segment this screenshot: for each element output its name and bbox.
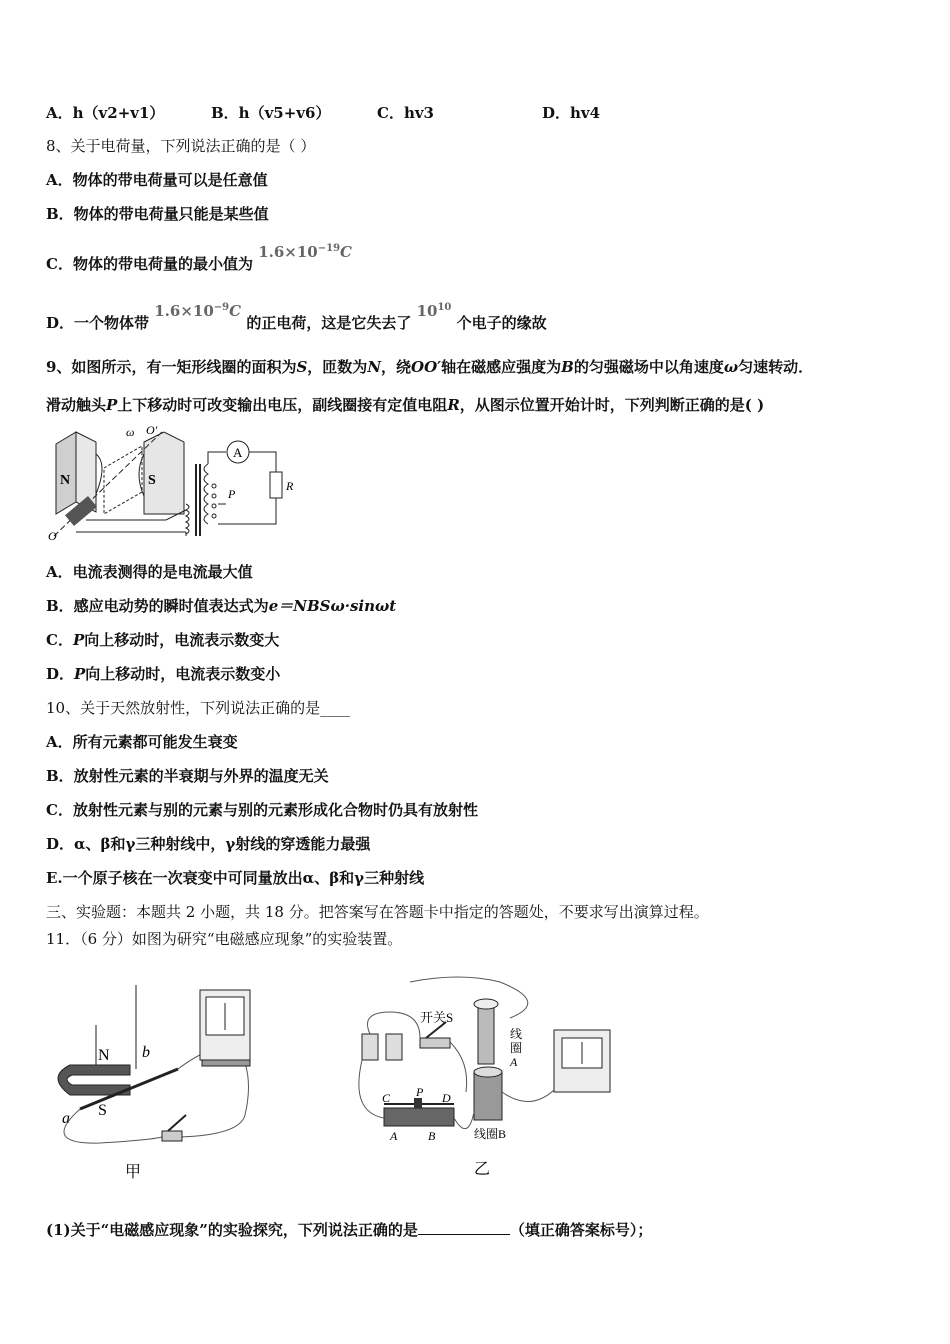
svg-text:R: R [286,479,294,493]
svg-text:N: N [98,1047,110,1064]
q7-option-d: D．hv4 [542,104,601,122]
svg-text:D: D [442,1091,451,1105]
q11-figure-jia [40,985,270,1185]
q8-option-d-number: $10^{10}$ [416,302,452,320]
q8-option-b: B．物体的带电荷量只能是某些值 [46,205,269,223]
q9-option-c: C．P向上移动时，电流表示数变大 [46,631,280,649]
svg-text:ω: ω [126,425,135,439]
q7-option-c: C．hv3 [377,104,434,122]
q10-option-b: B．放射性元素的半衰期与外界的温度无关 [46,767,329,785]
resistor [270,472,282,498]
q7-option-b: B．h（v5+v6） [211,104,331,122]
magnet-s-label: S [148,473,156,488]
q7-option-a: A．h（v2+v1） [46,104,165,122]
battery-right [386,1034,402,1060]
primary-coil [186,504,189,534]
rotating-coil [104,446,142,514]
svg-text:开关S: 开关S [420,1010,454,1025]
q11-sub1-answer-blank[interactable] [418,1234,510,1235]
q8-option-d-suffix: 个电子的缘故 [456,314,547,332]
q9-option-b: B．感应电动势的瞬时值表达式为e＝NBSω·sinωt [46,597,397,615]
q8-option-d [46,302,547,333]
q11-sub1: (1)关于“电磁感应现象”的实验探究，下列说法正确的是 （填正确答案标号）； [46,1221,653,1239]
q10-stem: 10、关于天然放射性，下列说法正确的是____ [46,699,351,717]
q10-option-e: E.一个原子核在一次衰变中可同量放出α、β和γ三种射线 [46,869,425,887]
svg-text:圈: 圈 [510,1041,523,1055]
rheostat [384,1108,454,1126]
svg-text:P: P [228,487,236,501]
horseshoe-magnet [58,1065,130,1095]
q8-option-c [46,243,352,274]
figure-jia-caption: 甲 [125,1164,142,1181]
svg-text:P: P [416,1085,424,1099]
svg-text:b: b [142,1044,150,1061]
magnet-n-label: N [60,473,71,488]
q8-option-d-text: D．一个物体带 [46,314,150,332]
svg-text:O′: O′ [146,424,158,437]
q10-option-d: D．α、β和γ三种射线中，γ射线的穿透能力最强 [46,835,371,853]
q9-stem-line1: 9、如图所示，有一矩形线圈的面积为S，匝数为N，绕OO′轴在磁感应强度为B的匀强磁场中以角速度ω匀速转动． [46,358,814,376]
svg-text:A: A [390,1129,398,1143]
svg-text:a: a [62,1110,70,1127]
emf-formula: e＝NBSω·sinωt [268,597,397,615]
secondary-coil [204,464,208,524]
q8-option-d-formula: $1.6\times 10^{-9}C$ [154,302,242,320]
svg-text:线: 线 [510,1027,523,1041]
battery-left [362,1034,378,1060]
q8-stem: 8、关于电荷量，下列说法正确的是（ ） [46,137,316,155]
svg-text:C: C [382,1091,391,1105]
q8-option-d-mid: 的正电荷，这是它失去了 [246,314,412,332]
switch [162,1131,182,1141]
q9-option-d: D．P向上移动时，电流表示数变小 [46,665,281,683]
svg-text:线圈B: 线圈B [474,1127,507,1141]
svg-text:S: S [98,1102,107,1119]
q9-generator-figure [46,424,306,544]
svg-text:B: B [428,1129,436,1143]
svg-text:A: A [510,1055,518,1069]
figure-yi-caption: 乙 [474,1161,491,1178]
section-3-heading: 三、实验题：本题共 2 小题，共 18 分。把答案写在答题卡中指定的答题处，不要求写出演算过程。 [46,903,709,921]
q10-option-c: C．放射性元素与别的元素与别的元素形成化合物时仍具有放射性 [46,801,478,819]
svg-text:A: A [233,445,243,460]
svg-text:O: O [48,529,57,543]
q8-option-a: A．物体的带电荷量可以是任意值 [46,171,268,189]
coil-b [474,1072,502,1120]
switch-s [420,1038,450,1048]
q11-stem: 11．（6 分）如图为研究“电磁感应现象”的实验装置。 [46,930,403,948]
q8-option-c-text: C．物体的带电荷量的最小值为 [46,255,253,273]
q10-option-a: A．所有元素都可能发生衰变 [46,733,238,751]
q9-stem-line2: 滑动触头P上下移动时可改变输出电压，副线圈接有定值电阻R，从图示位置开始计时，下列判断正确的是( ) [46,396,765,414]
q8-option-c-formula: $1.6\times 10^{-19}C$ [258,243,352,261]
coil-a [478,1004,494,1064]
q11-figure-yi [350,972,620,1184]
q9-option-a: A．电流表测得的是电流最大值 [46,563,253,581]
